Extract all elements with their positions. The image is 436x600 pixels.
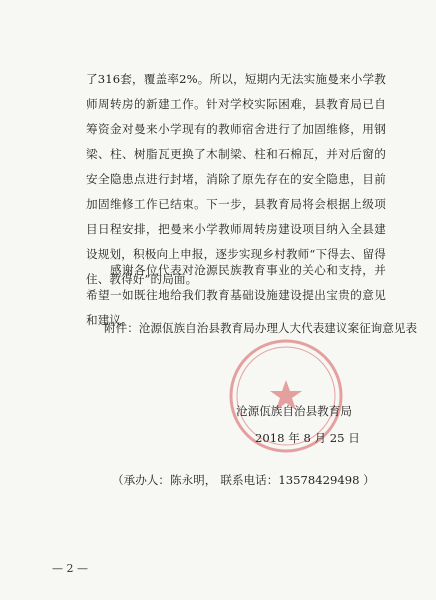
contact-person: （承办人：陈永明， — [112, 473, 217, 487]
page-number: — 2 — — [52, 562, 88, 575]
sign-date: 2018 年 8 月 25 日 — [255, 431, 360, 445]
body-paragraph-1: 了316套，覆盖率2%。所以，短期内无法实施曼来小学教师周转房的新建工作。针对学校实际困难，县教育局已自筹资金对曼来小学现有的教师宿舍进行了加固维修，用钢梁、柱、树脂瓦更换了木制梁、柱和石棉瓦，并对后窗的安全隐患点进行封堵，消除了原先存在的安全隐患，目前加固维修工作已结束。下一步，县教育局将会根据上级项目日程安排，把曼来小学教师周转房建设项目纳入全县建设规划，积极向上申报，逐步实现乡村教师“下得去、留得住、教得好”的局面。 — [86, 72, 386, 286]
contact-line — [112, 472, 375, 488]
contact-phone: 联系电话：13578429498 ） — [220, 473, 375, 487]
body-paragraph-2: 感谢各位代表对沧源民族教育事业的关心和支持，并希望一如既往地给我们教育基础设施建设提出宝贵的意见和建议。 — [86, 263, 386, 327]
attachment-line: 附件：沧源佤族自治县教育局办理人大代表建议案征询意见表 — [104, 321, 418, 335]
signer-organization: 沧源佤族自治县教育局 — [236, 404, 352, 418]
